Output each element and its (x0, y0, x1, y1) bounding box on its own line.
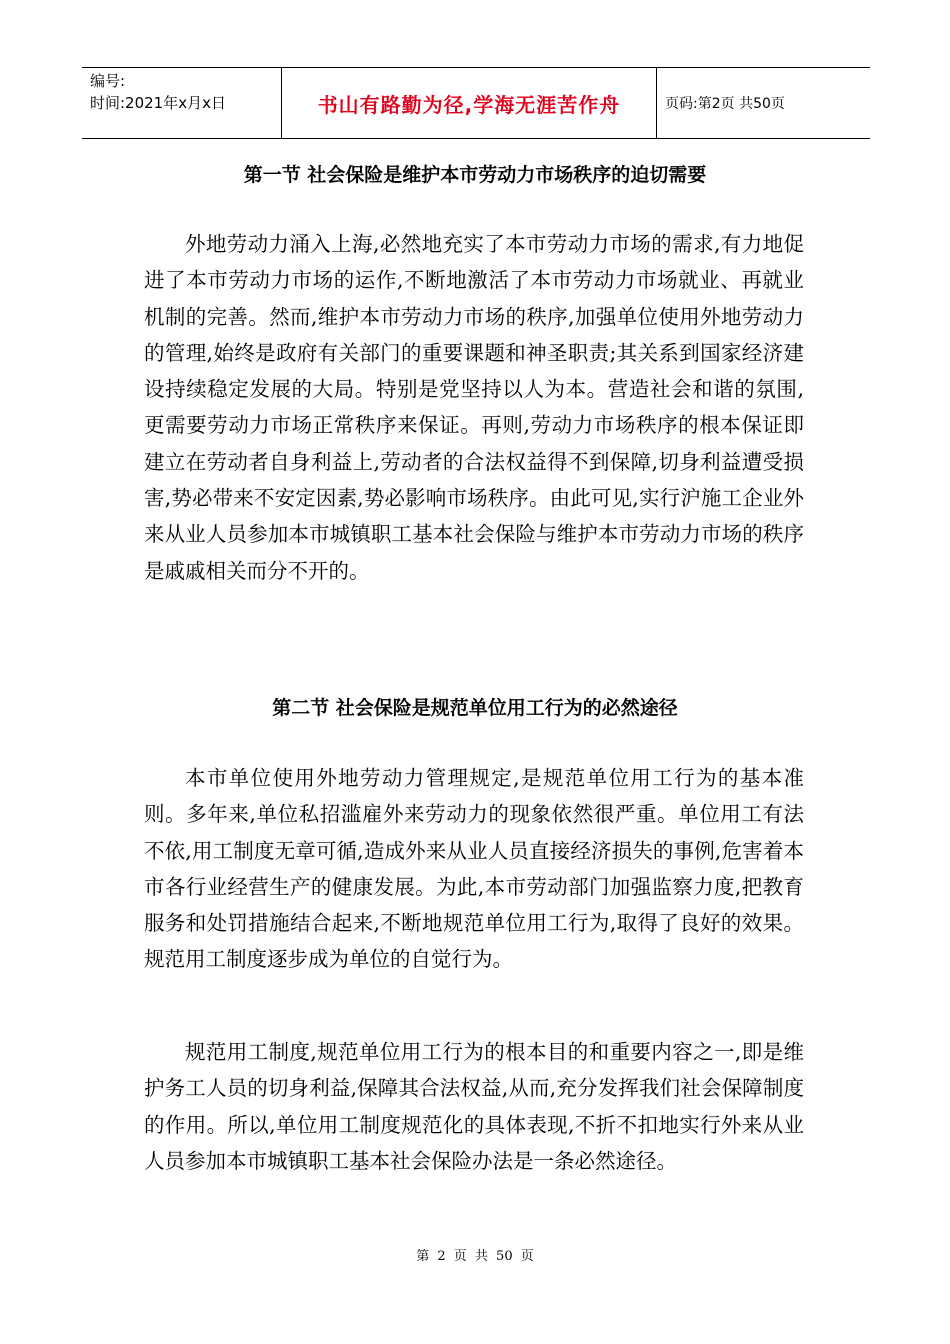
section2-title: 第二节 社会保险是规范单位用工行为的必然途径 (272, 697, 678, 719)
section1-paragraph-1: 外地劳动力涌入上海,必然地充实了本市劳动力市场的需求,有力地促进了本市劳动力市场的运作,不断地激活了本市劳动力市场就业、再就业机制的完善。然而,维护本市劳动力市场的秩序,加强单位使用外地劳动力的管理,始终是政府有关部门的重要课题和神圣职责;其关系到国家经济建设持续稳定发展的大局。特别是党坚持以人为本。营造社会和谐的氛围,更需要劳动力市场正常秩序来保证。再则,劳动力市场秩序的根本保证即建立在劳动者自身利益上,劳动者的合法权益得不到保障,切身利益遭受损害,势必带来不安定因素,势必影响市场秩序。由此可见,实行沪施工企业外来从业人员参加本市城镇职工基本社会保险与维护本市劳动力市场的秩序是戚戚相关而分不开的。 (144, 232, 804, 583)
header-page-info: 页码:第2页 共50页 (665, 96, 785, 112)
section2-paragraph-2: 规范用工制度,规范单位用工行为的根本目的和重要内容之一,即是维护务工人员的切身利益,保障其合法权益,从而,充分发挥我们社会保障制度的作用。所以,单位用工制度规范化的具体表现,不折不扣地实行外来从业人员参加本市城镇职工基本社会保险办法是一条必然途径。 (144, 1040, 804, 1173)
section2-paragraph-1: 本市单位使用外地劳动力管理规定,是规范单位用工行为的基本准则。多年来,单位私招滥雇外来劳动力的现象依然很严重。单位用工有法不依,用工制度无章可循,造成外来从业人员直接经济损失的事例,危害着本市各行业经营生产的健康发展。为此,本市劳动部门加强监察力度,把教育服务和处罚措施结合起来,不断地规范单位用工行为,取得了良好的效果。规范用工制度逐步成为单位的自觉行为。 (144, 766, 804, 972)
document-number-label: 编号: (90, 72, 126, 90)
section1-title: 第一节 社会保险是维护本市劳动力市场秩序的迫切需要 (243, 164, 707, 186)
document-time-label: 时间:2021年x月x日 (90, 94, 226, 112)
page-header (82, 67, 870, 139)
header-motto: 书山有路勤为径,学海无涯苦作舟 (282, 68, 657, 138)
page-footer: 第 2 页 共 50 页 (416, 1249, 534, 1264)
header-meta (82, 68, 282, 138)
